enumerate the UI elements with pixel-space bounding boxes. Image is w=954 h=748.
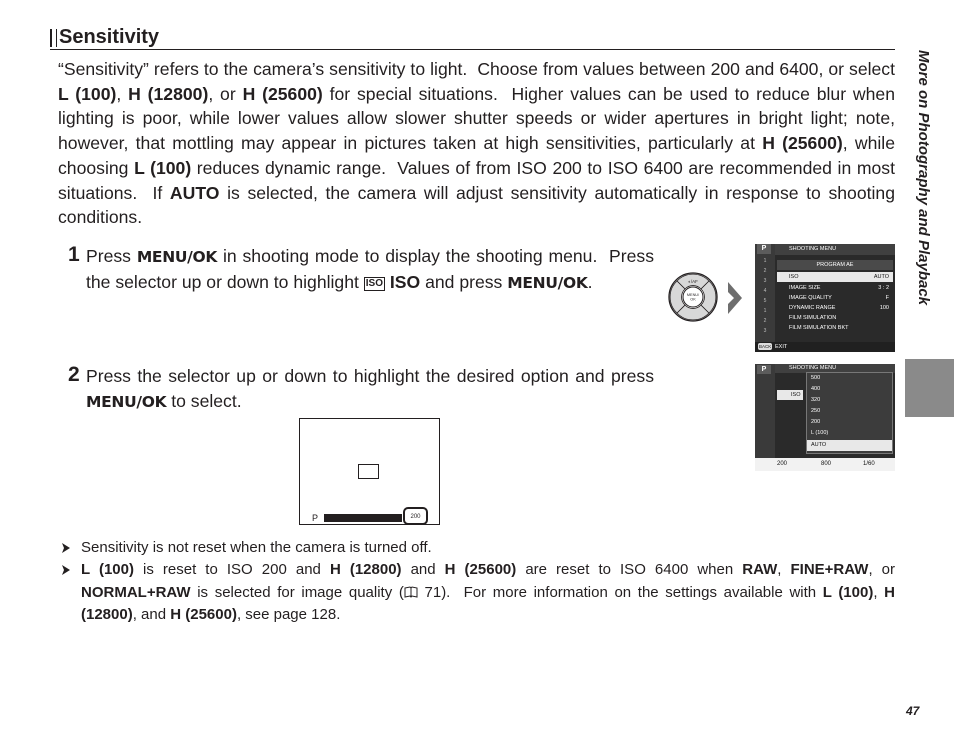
option-l100: L (100) [58,83,117,104]
menu-item-value: 3 : 2 [878,285,889,291]
camera-screen-iso-options [755,364,895,471]
option-auto: AUTO [169,182,220,203]
iso-options-list [806,372,893,454]
footer-value: 800 [821,461,832,467]
dpad-center-label: MENU/ [686,293,700,297]
pager-item: 4 [763,288,767,294]
text-run: and [401,561,445,578]
note-pen-icon [60,542,72,554]
menu-item-label: IMAGE SIZE [789,285,821,291]
iso-option-selected: AUTO [807,440,892,451]
step-2-number: 2 [68,363,80,386]
text-run: , and [132,606,171,623]
text-run: , [873,583,885,601]
pager-item: 5 [763,298,767,304]
option-h12800: H (12800) [128,83,209,104]
menu-item-label: ISO [789,274,799,280]
pager-item: 2 [763,268,767,274]
exposure-bar [324,514,402,522]
text-run: and press [420,271,508,292]
chevron-right-icon [728,282,742,314]
menu-item-iso: ISO [777,390,803,400]
footer-iso: 200 [777,461,788,467]
menu-item-film-simulation [777,313,893,323]
bold-run: L (100) [81,561,134,578]
exit-label: EXIT [775,344,788,350]
menu-footer [755,342,895,352]
iso-label: ISO [389,271,421,292]
bold-run: L (100) [822,583,874,601]
status-footer [755,458,895,471]
note-1 [60,537,895,561]
pager-item: 1 [763,308,767,314]
footer-shutter: 1/60 [863,461,875,467]
menu-item-film-simulation-bkt [777,323,893,333]
menu-header: SHOOTING MENU [775,364,895,373]
text-run: for special situations. Higher values can be used to reduce blur when lighting is poor, while lower values allow slower shutter speeds or wider apertures in bright light; note, however, that mottling may appear in pictures taken at high sensitivities, particularly at [58,83,895,154]
dpad-up-label: ◐/AF [688,279,698,284]
iso-option: 400 [811,386,821,392]
selector-dpad-icon [668,272,718,322]
text-run: in shooting mode to display the shooting menu. Press the selector up or down to highlight [86,246,654,292]
page-number: 47 [906,704,920,718]
text-run: , see page 128. [236,606,341,623]
menu-item-label: FILM SIMULATION [789,315,837,321]
focus-frame [358,464,379,479]
iso-icon: ISO [365,277,383,289]
chapter-tab [905,359,954,417]
note-2 [60,559,895,629]
bold-run: H (12800) [329,561,402,578]
text-run: , or [868,561,895,578]
intro-paragraph [58,57,895,230]
text-run: 71). For more information on the settings available with [417,583,823,601]
menu-item-value: 100 [879,305,889,311]
menu-ok-label: MENU/OK [86,392,167,411]
bold-run: H (25600) [170,606,237,623]
pager-item: 3 [763,278,767,284]
text-run: is selected for image quality ( [190,583,404,601]
mode-badge: P [757,365,771,374]
pager-item: 3 [763,328,767,334]
iso-option: 250 [811,408,821,414]
menu-item-label: IMAGE QUALITY [789,295,832,301]
book-icon [404,586,418,598]
bold-run: RAW [742,561,778,578]
menu-item-value: F [885,295,889,301]
pager-item: 1 [763,258,767,264]
text-run: , [116,83,129,104]
note-text [81,559,895,627]
menu-ok-label: MENU/OK [507,273,588,292]
menu-item-value: AUTO [873,274,889,280]
text-run: Press [86,246,137,266]
bold-run: H (25600) [444,561,517,578]
back-badge: BACK [759,344,772,349]
pager-item: 2 [763,318,767,324]
menu-item-label: DYNAMIC RANGE [789,305,836,311]
iso-option: 320 [811,397,821,403]
bold-run: NORMAL+RAW [81,583,191,601]
option-h25600: H (25600) [242,83,323,104]
iso-indicator: 200 [403,507,428,525]
dpad-center-label: OK [690,297,696,302]
menu-ok-label: MENU/OK [136,248,218,266]
iso-option: L (100) [811,430,829,436]
text-run: . [587,271,593,292]
menu-pager [755,244,775,352]
bold-run: FINE+RAW [790,561,869,578]
menu-item-image-quality [777,293,893,303]
menu-item-label: FILM SIMULATION BKT [789,325,849,331]
text-run: Press the selector up or down to highlight the desired option and press [86,366,654,386]
step-1-number: 1 [68,243,80,266]
option-h25600: H (25600) [762,133,843,154]
text-run: reduces dynamic range. Values of from ISO 200 to ISO 6400 are recommended in most situations. If [58,157,895,203]
chapter-title: More on Photography and Playback [915,50,932,306]
note-pen-icon [60,564,72,576]
section-marker [50,29,57,47]
menu-pager [755,364,775,471]
text-run: , [777,561,791,578]
viewfinder-display [299,418,440,525]
text-run: is reset to ISO 200 and [133,561,330,578]
text-run: to select. [166,390,242,411]
camera-screen-shooting-menu [755,244,895,352]
section-header [50,27,895,50]
text-run: is selected, the camera will adjust sensitivity automatically in response to shooting conditions. [58,182,895,228]
mode-indicator: P [312,513,319,523]
iso-option: 500 [811,375,821,381]
text-run: , while choosing [58,133,895,178]
iso-option: 200 [811,419,821,425]
menu-item-iso [777,272,893,282]
text-run: “Sensitivity” refers to the camera’s sensitivity to light. Choose from values between 200 and 6400, or select [58,59,895,79]
step-1-text [86,244,654,296]
option-l100: L (100) [134,157,192,178]
text-run: are reset to ISO 6400 when [516,561,743,578]
chapter-side-label [900,50,930,370]
note-text: Sensitivity is not reset when the camera is turned off. [81,539,432,556]
menu-header: SHOOTING MENU [775,244,895,255]
section-title: Sensitivity [59,26,160,48]
mode-badge: P [757,244,771,254]
menu-item-dynamic-range [777,303,893,313]
bold-run: H (12800) [81,583,895,623]
menu-group: PROGRAM AE [777,260,893,270]
menu-item-image-size [777,283,893,293]
text-run: , or [208,83,243,104]
step-2-text [86,364,654,415]
